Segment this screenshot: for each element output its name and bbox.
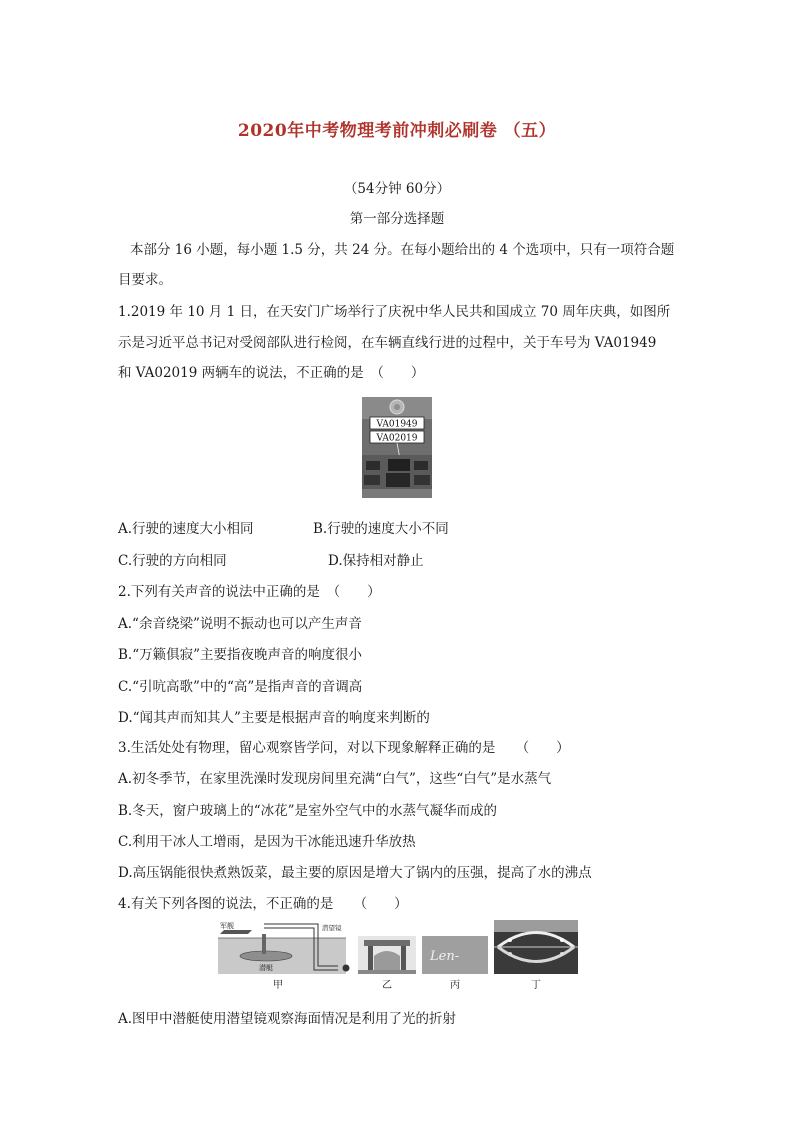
q3-option-d: D.高压锅能很快煮熟饭菜，最主要的原因是增大了锅内的压强，提高了水的沸点 [118, 865, 592, 881]
q1-stem-line-3: 和 VA02019 两辆车的说法，不正确的是 （ ） [118, 365, 425, 381]
figure-ding [494, 920, 578, 991]
figure-label-yi: 乙 [382, 980, 392, 991]
handwriting-text: Len- [430, 949, 460, 964]
q3-option-c: C.利用干冰人工增雨，是因为干冰能迅速升华放热 [118, 834, 416, 850]
q2-option-c: C.“引吭高歌”中的“高”是指声音的音调高 [118, 679, 363, 695]
figure-label-ding: 丁 [531, 980, 541, 991]
figure-label-jia: 甲 [273, 980, 283, 991]
figure-label-bing: 丙 [450, 980, 460, 991]
q2-stem: 2.下列有关声音的说法中正确的是 （ ） [118, 584, 381, 600]
figure-jia [218, 921, 350, 991]
time-score: （54分钟 60分） [343, 181, 451, 197]
q2-option-b: B.“万籁俱寂”主要指夜晚声音的响度很小 [118, 647, 363, 663]
q4-stem: 4.有关下列各图的说法，不正确的是 （ ） [118, 896, 408, 912]
plate-2-label: VA02019 [376, 433, 418, 444]
q3-option-a: A.初冬季节，在家里洗澡时发现房间里充满“白气”，这些“白气”是水蒸气 [118, 771, 552, 787]
q1-stem-line-2: 示是习近平总书记对受阅部队进行检阅，在车辆直线行进的过程中，关于车号为 VA01949 [118, 335, 657, 351]
optics-figures [218, 920, 578, 992]
section-heading: 第一部分选择题 [349, 211, 445, 227]
periscope-label: 潜望镜 [322, 924, 342, 932]
q1-stem-line-1: 1.2019 年 10 月 1 日，在天安门广场举行了庆祝中华人民共和国成立 70 周年庆典，如图所 [118, 304, 671, 320]
q4-option-a: A.图甲中潜艇使用潜望镜观察海面情况是利用了光的折射 [118, 1011, 457, 1027]
warship-label: 军舰 [220, 922, 234, 930]
q2-option-d: D.“闻其声而知其人”主要是根据声音的响度来判断的 [118, 710, 430, 726]
q2-option-a: A.“余音绕梁”说明不振动也可以产生声音 [118, 616, 362, 632]
q1-option-c: C.行驶的方向相同 [118, 553, 227, 569]
q3-option-b: B.冬天，窗户玻璃上的“冰花”是室外空气中的水蒸气凝华而成的 [118, 803, 498, 819]
plate-1-label: VA01949 [376, 419, 418, 430]
q3-stem: 3.生活处处有物理，留心观察皆学问，对以下现象解释正确的是 （ ） [118, 740, 570, 756]
q1-option-b: B.行驶的速度大小不同 [313, 521, 449, 537]
intro-line-2: 目要求。 [118, 272, 172, 288]
figure-bing [422, 936, 488, 991]
intro-line-1: 本部分 16 小题，每小题 1.5 分，共 24 分。在每小题给出的 4 个选项中，只有一项符合题 [130, 242, 675, 258]
parade-vehicles-figure [362, 397, 432, 498]
q1-option-d: D.保持相对静止 [328, 553, 424, 569]
page-title: 2020年中考物理考前冲刺必刷卷 （五） [237, 121, 557, 141]
submarine-label: 潜艇 [259, 964, 273, 972]
q1-option-a: A.行驶的速度大小相同 [118, 521, 254, 537]
figure-yi [358, 936, 416, 991]
